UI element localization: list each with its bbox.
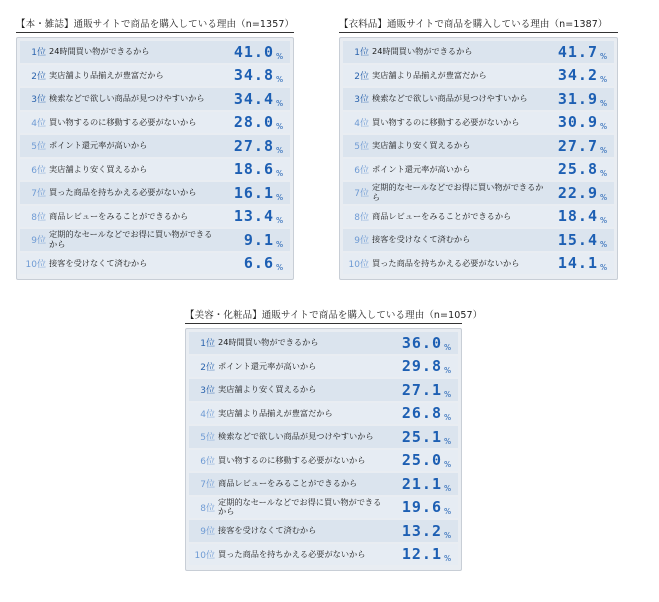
ranking-row [343,159,614,181]
reason-text: 実店舗より安く買えるから [218,384,317,394]
ranking-row [343,182,614,204]
percent-unit: % [600,216,608,225]
ranking-row [189,403,458,425]
reason-text: 商品レビューをみることができるから [49,210,189,221]
percent-value: 22.9 [557,183,598,202]
percent-unit: % [276,145,284,155]
rank-label: 9位 [31,236,46,247]
rank-label: 6位 [31,165,46,176]
ranking-row [20,253,290,275]
ranking-row [20,41,290,63]
percent-value: 13.4 [233,207,274,226]
percent-value: 25.1 [401,427,442,446]
percent-value: 28.0 [233,113,274,132]
percent-value: 31.9 [557,89,598,108]
ranking-row [343,41,614,63]
reason-text: ポイント還元率が高いから [372,163,471,174]
percent-unit: % [444,554,452,563]
panel-title: 【本・雑誌】通販サイトで商品を購入している理由（n=1357） [16,18,294,33]
percent-unit: % [276,216,284,225]
rank-label: 8位 [354,212,369,223]
percent-value: 41.0 [233,42,274,61]
ranking-row [189,520,458,542]
ranking-row [343,253,614,275]
panel-beauty [185,309,483,571]
percent-unit: % [444,530,452,540]
percent-unit: % [276,239,284,249]
percent-unit: % [276,51,284,61]
ranking-row [20,229,290,251]
ranking-row [189,332,458,354]
reason-text: 実店舗より安く買えるから [372,140,471,150]
percent-value: 18.4 [557,207,598,226]
ranking-list [185,328,462,571]
percent-value: 21.1 [401,474,442,493]
percent-value: 34.8 [233,66,274,85]
percent-unit: % [600,239,608,249]
percent-value: 18.6 [233,160,274,179]
percent-unit: % [600,98,608,108]
ranking-row [20,88,290,110]
rank-label: 6位 [200,456,215,467]
ranking-row [20,65,290,87]
reason-text: 24時間買い物ができるから [218,337,319,347]
reason-text: 買った商品を持ちかえる必要がないから [49,187,197,197]
reason-text: 実店舗より品揃えが豊富だから [218,407,333,418]
ranking-row [20,135,290,157]
percent-unit: % [600,263,608,272]
rank-label: 3位 [200,386,215,397]
percent-value: 27.1 [401,380,442,399]
panel-clothing [339,18,618,280]
reason-text: ポイント還元率が高いから [218,360,317,371]
percent-unit: % [276,122,284,131]
percent-unit: % [276,192,284,202]
percent-value: 25.8 [557,160,598,179]
reason-text: 接客を受けなくて済むから [49,257,148,268]
ranking-row [189,379,458,401]
percent-unit: % [276,169,284,178]
percent-unit: % [600,169,608,178]
reason-text: 検索などで欲しい商品が見つけやすいから [372,93,528,103]
rank-label: 5位 [354,142,369,153]
rank-label: 2位 [354,71,369,82]
rank-label: 5位 [200,433,215,444]
percent-unit: % [600,192,608,202]
reason-text: 定期的なセールなどでお得に買い物ができるから [49,229,213,249]
percent-value: 26.8 [401,404,442,423]
ranking-row [20,182,290,204]
reason-text: 買った商品を持ちかえる必要がないから [372,257,520,268]
rank-label: 4位 [354,118,369,129]
reason-text: 24時間買い物ができるから [372,46,473,56]
reason-text: 接客を受けなくて済むから [218,525,317,535]
percent-unit: % [276,75,284,84]
ranking-list [339,37,618,280]
percent-value: 30.9 [557,113,598,132]
reason-text: 商品レビューをみることができるから [372,210,512,221]
percent-unit: % [444,507,452,516]
percent-value: 41.7 [557,42,598,61]
percent-value: 12.1 [401,545,442,564]
ranking-row [343,229,614,251]
rank-label: 7位 [354,189,369,200]
percent-unit: % [444,436,452,446]
ranking-row [343,206,614,228]
rank-label: 4位 [31,118,46,129]
percent-value: 9.1 [243,230,274,249]
percent-unit: % [444,342,452,352]
percent-value: 36.0 [401,333,442,352]
rank-label: 4位 [200,409,215,420]
percent-unit: % [600,75,608,84]
rank-label: 3位 [31,95,46,106]
rank-label: 10位 [25,259,46,270]
percent-value: 27.7 [557,136,598,155]
ranking-list [16,37,294,280]
percent-value: 6.6 [243,254,274,273]
percent-unit: % [444,389,452,399]
reason-text: ポイント還元率が高いから [49,140,148,150]
ranking-row [343,112,614,134]
rank-label: 3位 [354,95,369,106]
reason-text: 接客を受けなくて済むから [372,234,471,244]
percent-unit: % [444,366,452,375]
percent-unit: % [276,98,284,108]
rank-label: 2位 [200,362,215,373]
reason-text: 買い物するのに移動する必要がないから [49,116,197,127]
panel-books [16,18,294,280]
reason-text: 定期的なセールなどでお得に買い物ができるから [218,496,382,517]
rank-label: 7位 [31,189,46,200]
reason-text: 実店舗より品揃えが豊富だから [49,69,164,80]
rank-label: 10位 [348,259,369,270]
rank-label: 8位 [31,212,46,223]
percent-unit: % [600,122,608,131]
percent-unit: % [276,263,284,272]
rank-label: 6位 [354,165,369,176]
ranking-row [189,426,458,448]
rank-label: 1位 [354,48,369,59]
reason-text: 実店舗より安く買えるから [49,163,148,174]
reason-text: 実店舗より品揃えが豊富だから [372,69,487,80]
ranking-row [343,88,614,110]
reason-text: 買い物するのに移動する必要がないから [372,116,520,127]
ranking-row [20,206,290,228]
ranking-row [20,112,290,134]
rank-label: 7位 [200,480,215,491]
reason-text: 定期的なセールなどでお得に買い物ができるから [372,182,544,202]
panel-title: 【衣料品】通販サイトで商品を購入している理由（n=1387） [339,18,618,33]
percent-value: 34.4 [233,89,274,108]
ranking-row [189,356,458,378]
rank-label: 10位 [194,550,215,561]
percent-value: 27.8 [233,136,274,155]
ranking-row [343,65,614,87]
ranking-row [189,473,458,495]
reason-text: 検索などで欲しい商品が見つけやすいから [49,93,205,103]
percent-unit: % [600,145,608,155]
rank-label: 1位 [200,339,215,350]
ranking-row [343,135,614,157]
percent-value: 19.6 [401,498,442,517]
reason-text: 商品レビューをみることができるから [218,478,358,488]
rank-label: 9位 [354,236,369,247]
rank-label: 1位 [31,48,46,59]
percent-unit: % [444,483,452,493]
percent-value: 29.8 [401,357,442,376]
percent-unit: % [444,460,452,469]
ranking-row [189,450,458,472]
percent-value: 25.0 [401,451,442,470]
ranking-row [20,159,290,181]
percent-unit: % [600,51,608,61]
percent-unit: % [444,413,452,422]
rank-label: 8位 [200,503,215,514]
rank-label: 5位 [31,142,46,153]
percent-value: 13.2 [401,521,442,540]
percent-value: 14.1 [557,254,598,273]
percent-value: 15.4 [557,230,598,249]
reason-text: 検索などで欲しい商品が見つけやすいから [218,431,374,441]
reason-text: 24時間買い物ができるから [49,46,150,56]
percent-value: 16.1 [233,183,274,202]
ranking-row [189,544,458,566]
rank-label: 2位 [31,71,46,82]
reason-text: 買った商品を持ちかえる必要がないから [218,548,366,559]
percent-value: 34.2 [557,66,598,85]
ranking-row [189,497,458,519]
rank-label: 9位 [200,527,215,538]
reason-text: 買い物するのに移動する必要がないから [218,454,366,465]
panel-title: 【美容・化粧品】通販サイトで商品を購入している理由（n=1057） [185,309,462,324]
